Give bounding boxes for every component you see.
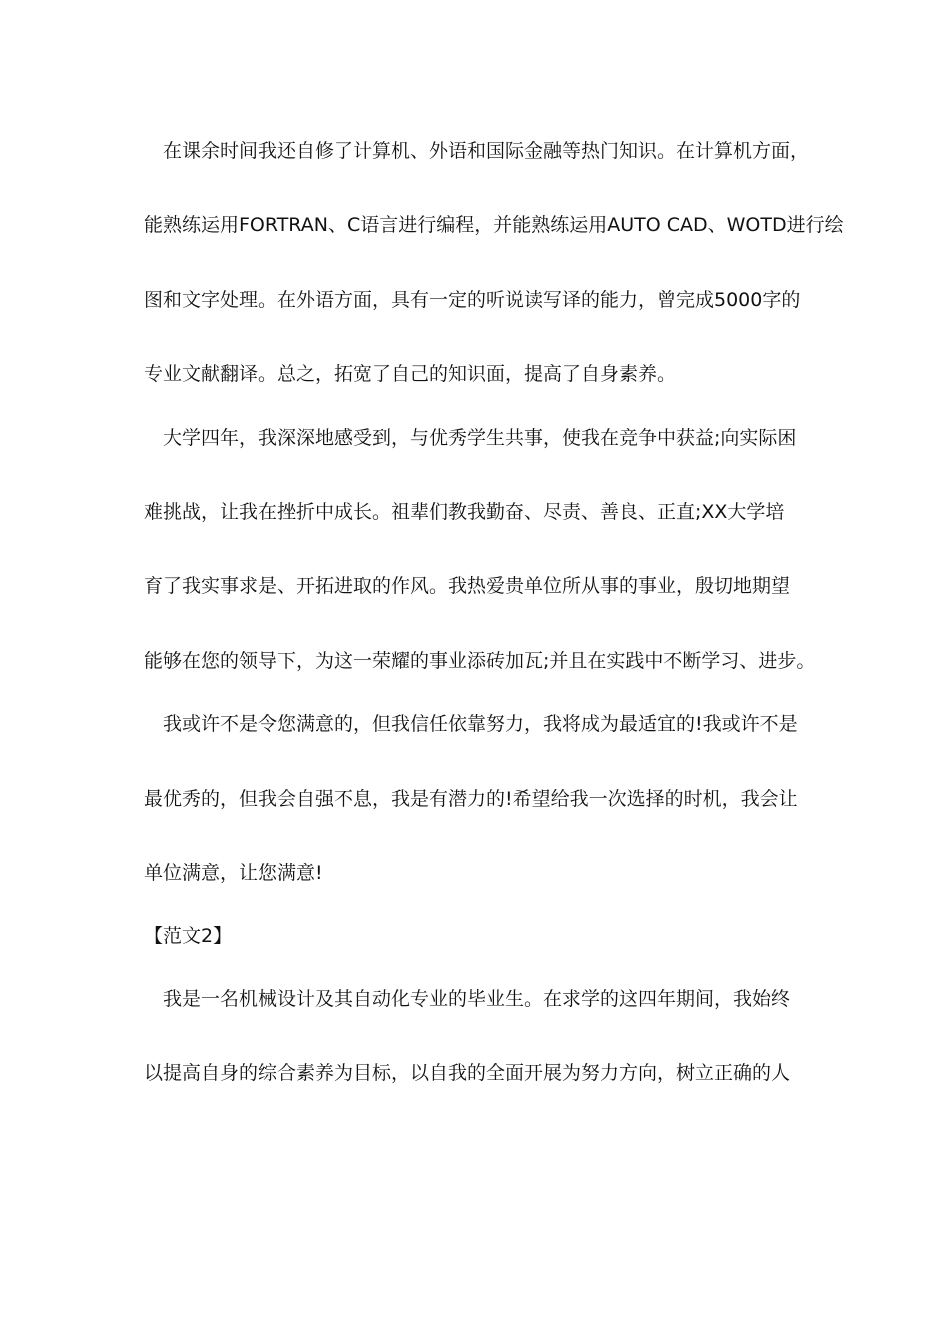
paragraph-2-line-4: 能够在您的领导下，为这一荣耀的事业添砖加瓦;并且在实践中不断学习、进步。 xyxy=(144,650,816,672)
paragraph-2-line-2: 难挑战，让我在挫折中成长。祖辈们教我勤奋、尽责、善良、正直;XX大学培 xyxy=(144,501,785,523)
paragraph-3-line-3: 单位满意，让您满意! xyxy=(144,862,323,884)
paragraph-2-line-3: 育了我实事求是、开拓进取的作风。我热爱贵单位所从事的事业，殷切地期望 xyxy=(144,575,791,597)
paragraph-1-line-3: 图和文字处理。在外语方面，具有一定的听说读写译的能力，曾完成5000字的 xyxy=(144,289,801,311)
paragraph-1-line-2: 能熟练运用FORTRAN、C语言进行编程，并能熟练运用AUTO CAD、WOTD进行绘 xyxy=(144,214,844,236)
section-heading: 【范文2】 xyxy=(144,925,233,947)
paragraph-4-line-2: 以提高自身的综合素养为目标，以自我的全面开展为努力方向，树立正确的人 xyxy=(144,1062,791,1084)
paragraph-1-line-4: 专业文献翻译。总之，拓宽了自己的知识面，提高了自身素养。 xyxy=(144,363,677,385)
paragraph-1-line-1: 在课余时间我还自修了计算机、外语和国际金融等热门知识。在计算机方面， xyxy=(163,140,810,162)
paragraph-3-line-1: 我或许不是令您满意的，但我信任依靠努力，我将成为最适宜的!我或许不是 xyxy=(163,713,798,735)
paragraph-4-line-1: 我是一名机械设计及其自动化专业的毕业生。在求学的这四年期间，我始终 xyxy=(163,988,791,1010)
paragraph-3-line-2: 最优秀的，但我会自强不息，我是有潜力的!希望给我一次选择的时机，我会让 xyxy=(144,788,798,810)
paragraph-2-line-1: 大学四年，我深深地感受到，与优秀学生共事，使我在竞争中获益;向实际困 xyxy=(163,427,797,449)
